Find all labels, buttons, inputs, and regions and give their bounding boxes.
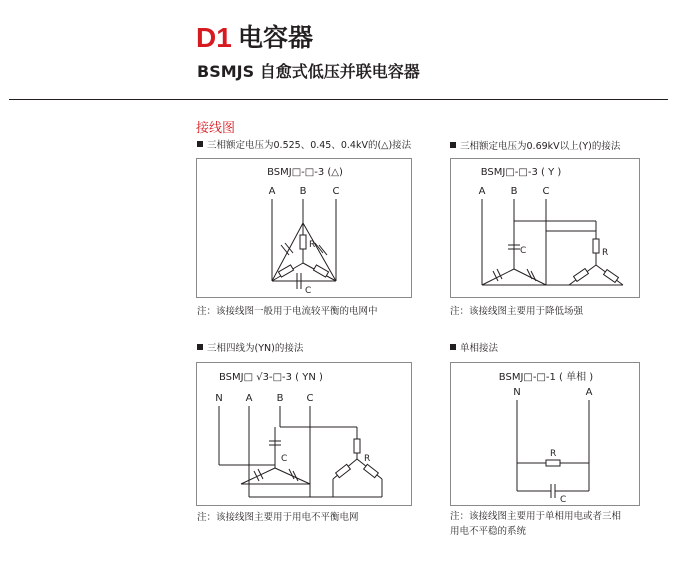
note-single <box>450 509 621 539</box>
star-wiring <box>482 199 623 285</box>
terminal-label-n: N <box>513 387 521 398</box>
diagram-four-wire <box>196 362 412 506</box>
caption-star-text: 三相额定电压为0.69kV以上(Y)的接法 <box>460 141 621 152</box>
capacitor-label: C <box>281 454 288 464</box>
note-star: 注：该接线图主要用于降低场强 <box>450 306 584 317</box>
terminal-label-a: A <box>268 186 276 197</box>
caption-delta-text: 三相额定电压为0.525、0.45、0.4kV的(△)接法 <box>207 140 412 151</box>
caption-single-text: 单相接法 <box>460 343 499 354</box>
capacitor-label: C <box>560 495 567 505</box>
terminal-label-a: A <box>585 387 593 398</box>
bullet-square-icon <box>197 344 203 350</box>
resistor-label: R <box>602 248 609 258</box>
diagram-star <box>450 158 640 298</box>
resistor-label: R <box>309 240 316 250</box>
terminal-label-c: C <box>542 186 550 197</box>
page-subtitle: BSMJS 自愈式低压并联电容器 <box>197 62 420 81</box>
note-delta: 注：该接线图一般用于电流较平衡的电网中 <box>197 306 378 317</box>
capacitor-symbol <box>551 484 555 498</box>
terminal-label-n: N <box>215 393 223 404</box>
terminal-label-b: B <box>276 393 284 404</box>
terminal-label-c: C <box>306 393 314 404</box>
bullet-square-icon <box>450 142 456 148</box>
note-four-wire: 注：该接线图主要用于用电不平衡电网 <box>197 512 359 523</box>
terminal-label-c: C <box>332 186 340 197</box>
note-single-line-1: 注：该接线图主要用于单相用电或者三相 <box>450 511 622 522</box>
bullet-square-icon <box>197 141 203 147</box>
resistor-label: R <box>364 454 371 464</box>
bullet-square-icon <box>450 344 456 350</box>
model-label-four-wire: BSMJ□ √3-□-3 ( YN ) <box>219 372 323 383</box>
terminal-label-b: B <box>299 186 307 197</box>
terminal-label-a: A <box>245 393 253 404</box>
terminal-label-a: A <box>478 186 486 197</box>
diagram-delta <box>196 158 412 298</box>
terminal-label-b: B <box>510 186 518 197</box>
resistor-label: R <box>550 449 557 459</box>
model-label-delta: BSMJ□-□-3 (△) <box>267 167 343 178</box>
model-label-star: BSMJ□-□-3 ( Y ) <box>480 167 562 178</box>
caption-four-wire <box>197 342 303 355</box>
caption-delta <box>197 139 411 152</box>
diagram-single <box>450 362 640 506</box>
note-single-line-2: 用电不平稳的系统 <box>450 526 527 537</box>
capacitor-label: C <box>520 246 527 256</box>
capacitor-label: C <box>305 286 312 296</box>
model-label-single: BSMJ□-□-1 ( 单相 ) <box>498 372 594 383</box>
caption-star <box>450 140 620 153</box>
product-code: D1 <box>196 22 232 53</box>
page-title: 电容器 <box>238 23 314 52</box>
caption-four-wire-text: 三相四线为(YN)的接法 <box>207 343 304 354</box>
section-title: 接线图 <box>196 121 236 136</box>
caption-single <box>450 342 498 355</box>
single-phase-wiring <box>517 400 589 491</box>
header-divider <box>9 99 668 100</box>
resistor-symbol <box>546 460 560 466</box>
